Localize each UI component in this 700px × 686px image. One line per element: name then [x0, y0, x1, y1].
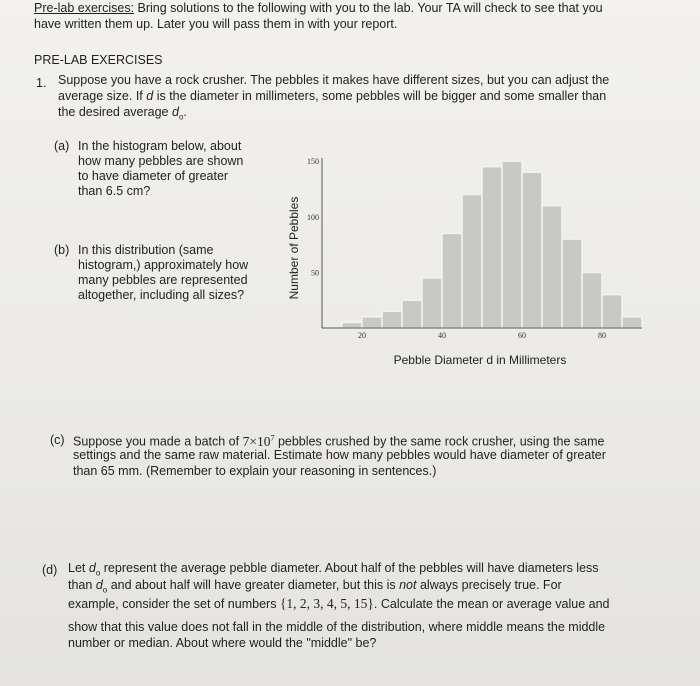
- qd-label: (d): [42, 563, 58, 577]
- qd-line-4: show that this value does not fall in the middle of the distribution, where middle means the middle: [68, 620, 606, 634]
- pebble-histogram: [280, 150, 650, 375]
- histogram-bar: [562, 239, 582, 328]
- qc-line-1: Suppose you made a batch of $7\times 10^7$ pebbles crushed by the same rock crusher, using the same: [73, 433, 605, 449]
- q1-line-2: average size. If d is the diameter in millimeters, some pebbles will be bigger and some smaller than: [58, 89, 607, 103]
- qb-line-1: In this distribution (same: [78, 243, 214, 257]
- qc-line-2: settings and the same raw material. Estimate how many pebbles would have diameter of greater: [73, 448, 606, 462]
- histogram-bars: [342, 161, 642, 328]
- histogram-bar: [382, 311, 402, 328]
- y-tick-label: 150: [307, 157, 319, 167]
- qb-label: (b): [54, 243, 70, 257]
- histogram-bar: [502, 161, 522, 328]
- qa-line-3: to have diameter of greater: [78, 169, 229, 183]
- header-line-2: have written them up. Later you will pass them in with your report.: [34, 17, 398, 31]
- histogram-bar: [442, 233, 462, 328]
- qd-line-1: Let $d_o$ represent the average pebble diameter. About half of the pebbles will have diameters less: [68, 561, 599, 578]
- qa-line-2: how many pebbles are shown: [78, 154, 244, 168]
- x-tick-label: 80: [598, 331, 606, 340]
- qc-label: (c): [50, 433, 65, 447]
- qd-line-2: than $d_o$ and about half will have greater diameter, but this is not always precisely true. For: [68, 578, 562, 595]
- section-title: PRE-LAB EXERCISES: [34, 53, 163, 67]
- x-tick-label: 20: [358, 331, 366, 340]
- y-axis-label: Number of Pebbles: [287, 196, 301, 300]
- qb-line-4: altogether, including all sizes?: [78, 288, 245, 302]
- q1-line-1: Suppose you have a rock crusher. The pebbles it makes have different sizes, but you can adjust the: [58, 73, 610, 87]
- histogram-bar: [342, 322, 362, 328]
- histogram-bar: [362, 317, 382, 328]
- header-line-1: [34, 0, 603, 16]
- qa-label: (a): [54, 139, 70, 153]
- qa-line-4: than 6.5 cm?: [78, 184, 151, 198]
- q1-number: 1.: [36, 76, 47, 90]
- histogram-bar: [622, 317, 642, 328]
- histogram-bar: [522, 172, 542, 328]
- qb-line-2: histogram,) approximately how: [78, 258, 249, 272]
- x-axis-label: Pebble Diameter d in Millimeters: [393, 353, 567, 367]
- qc-line-3: than 65 mm. (Remember to explain your reasoning in sentences.): [73, 464, 437, 478]
- y-tick-label: 100: [307, 212, 319, 222]
- qd-line-5: number or median. About where would the "middle" be?: [68, 636, 377, 650]
- y-tick-label: 50: [311, 268, 319, 278]
- histogram-bar: [482, 167, 502, 328]
- histogram-bar: [402, 300, 422, 328]
- x-tick-label: 60: [518, 331, 526, 340]
- x-tick-label: 40: [438, 331, 446, 340]
- histogram-bar: [582, 272, 602, 328]
- q1-line-3: the desired average $d_o$.: [58, 105, 187, 122]
- qa-line-1: In the histogram below, about: [78, 139, 242, 153]
- histogram-bar: [462, 195, 482, 329]
- header-title: Pre-lab exercises:: [34, 1, 135, 15]
- histogram-bar: [422, 278, 442, 328]
- qb-line-3: many pebbles are represented: [78, 273, 248, 287]
- qc-batch-size: $7\times 10^7$: [242, 433, 275, 449]
- qd-line-3: example, consider the set of numbers {1, 2, 3, 4, 5, 15}. Calculate the mean or average value and: [68, 596, 610, 611]
- histogram-bar: [542, 206, 562, 328]
- qd-number-set: {1, 2, 3, 4, 5, 15}: [279, 596, 374, 611]
- histogram-bar: [602, 295, 622, 328]
- header-intro: Bring solutions to the following with you to the lab. Your TA will check to see that you: [137, 1, 603, 15]
